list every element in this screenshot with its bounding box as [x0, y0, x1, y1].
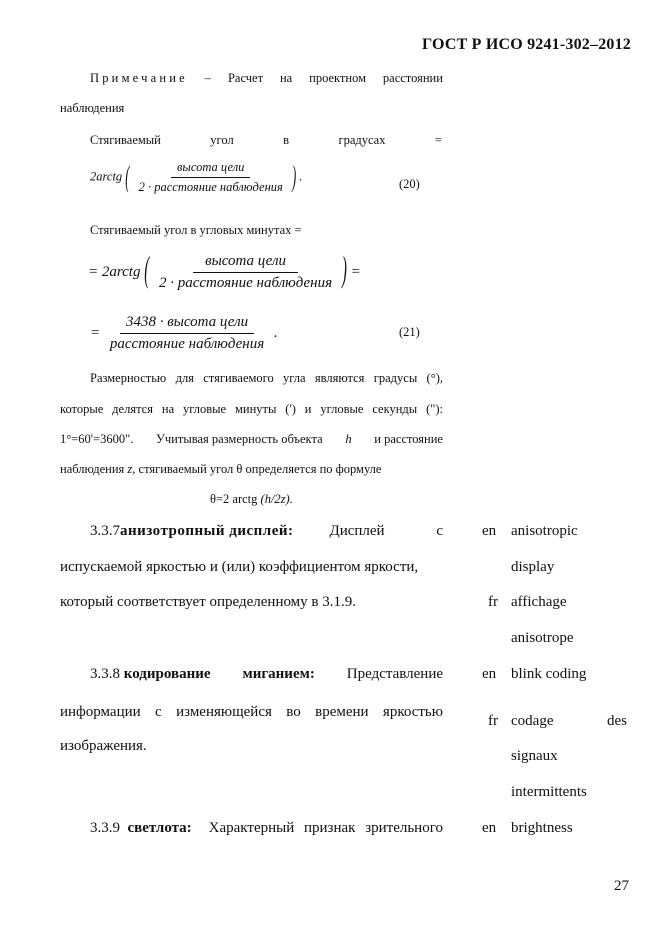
- note-label: Примечание: [90, 71, 188, 85]
- dims-line-3: [60, 432, 443, 447]
- note-word: расстоянии: [382, 71, 443, 85]
- term-def-word: с: [155, 704, 162, 720]
- equation-21-part-1: [88, 253, 361, 292]
- term-337-line-2: испускаемой яркостью и (или) коэффициентом яркости,: [60, 559, 419, 575]
- term-def-word: информации: [60, 704, 141, 720]
- lang-en: en: [482, 820, 497, 836]
- eq21-tail-2: .: [273, 324, 278, 341]
- term-def-word: яркостью: [382, 704, 443, 720]
- eq21-numerator-2: 3438 · высота цели: [120, 314, 254, 334]
- dims-line-1: Размерностью для стягиваемого угла являются градусы (°),: [90, 371, 443, 385]
- dims-text: Учитывая размерность объекта: [156, 432, 323, 446]
- lang-en: en: [482, 666, 497, 682]
- dims-variable-z: z: [127, 462, 133, 476]
- dims-text: , стягиваемый угол θ определяется по формуле: [132, 462, 382, 476]
- eq20-number: (20): [399, 177, 420, 191]
- eq20-denominator: 2 · расстояние наблюдения: [138, 180, 283, 194]
- eq20-func: 2arctg: [90, 169, 123, 184]
- fr-term-line-1: [511, 713, 627, 730]
- fr-term: intermittents: [511, 784, 587, 800]
- eq20-tail: .: [299, 169, 303, 184]
- document-header: ГОСТ Р ИСО 9241-302–2012: [422, 36, 631, 53]
- eq21-number: (21): [399, 325, 420, 339]
- eq20-lead-word: =: [434, 133, 442, 147]
- eq21-lead: Стягиваемый угол в угловых минутах =: [90, 223, 302, 237]
- term-339-line-1: [90, 820, 443, 837]
- fr-term: anisotrope: [511, 630, 574, 646]
- term-338-line-1: [90, 666, 443, 683]
- note-line-1: [90, 71, 443, 86]
- eq21-fraction-2: [104, 314, 270, 353]
- term-337-line-3: который соответствует определенному в 3.1.9.: [60, 594, 357, 610]
- term-338-line-2-words: [60, 704, 443, 721]
- eq21-denominator: 2 · расстояние наблюдения: [158, 275, 333, 291]
- term-name: миганием:: [242, 666, 315, 682]
- note-line-2: наблюдения: [60, 101, 125, 115]
- term-name: светлота:: [127, 820, 192, 836]
- term-def: Характерный признак зрительного: [208, 820, 443, 836]
- note-dash: –: [204, 71, 212, 85]
- en-term: display: [511, 559, 555, 575]
- en-term: anisotropic: [511, 523, 578, 539]
- term-338-line-2: [60, 704, 443, 721]
- fr-term: des: [607, 713, 627, 729]
- dims-text: и расстояние: [374, 432, 443, 446]
- term-def: Дисплей с: [329, 523, 443, 539]
- term-name: кодирование: [123, 666, 211, 682]
- eq20-numerator: высота цели: [171, 160, 250, 178]
- eq21-denominator-2: расстояние наблюдения: [109, 336, 265, 352]
- note-word: на: [279, 71, 293, 85]
- left-paren-icon: (: [125, 159, 130, 194]
- page-number: 27: [614, 878, 629, 894]
- dims-formula: [210, 492, 293, 507]
- dims-line-2: которые делятся на угловые минуты (') и угловые секунды ("):: [60, 402, 443, 416]
- note-word: проектном: [309, 71, 366, 85]
- note-word: Расчет: [227, 71, 264, 85]
- lang-fr: fr: [488, 713, 498, 729]
- term-def: Представление: [346, 666, 443, 682]
- term-name: анизотропный дисплей:: [119, 523, 294, 539]
- left-paren-icon: (: [144, 252, 150, 291]
- term-def-word: времени: [315, 704, 369, 720]
- lang-fr: fr: [488, 594, 498, 610]
- eq21-numerator: высота цели: [193, 253, 298, 273]
- term-def-word: во: [286, 704, 301, 720]
- eq20-lead-word: угол: [210, 133, 234, 147]
- eq21-fraction-1: [153, 253, 338, 292]
- eq21-suffix: =: [350, 263, 361, 280]
- term-337-line-1: [90, 523, 443, 540]
- eq21-prefix-2: =: [90, 324, 101, 341]
- dims-line-4: [60, 462, 381, 477]
- fr-term: affichage: [511, 594, 567, 610]
- equation-20: [90, 160, 302, 195]
- right-paren-icon: ): [341, 252, 347, 291]
- en-term: brightness: [511, 820, 573, 836]
- eq20-lead: [90, 133, 442, 148]
- formula-text: θ=2 arctg: [210, 492, 258, 506]
- eq20-fraction: [133, 160, 289, 195]
- eq20-lead-word: градусах: [338, 133, 386, 147]
- right-paren-icon: ): [291, 159, 297, 194]
- formula-arg: (h/2z).: [260, 492, 293, 506]
- term-number: 3.3.7: [90, 523, 120, 539]
- dims-equation: 1°=60'=3600".: [60, 432, 134, 446]
- en-term: blink coding: [511, 666, 587, 682]
- dims-text: наблюдения: [60, 462, 125, 476]
- fr-term: codage: [511, 713, 554, 729]
- lang-en: en: [482, 523, 497, 539]
- fr-term: signaux: [511, 748, 558, 764]
- eq21-prefix: = 2arctg: [88, 263, 141, 280]
- term-number: 3.3.8: [90, 666, 120, 682]
- equation-21-part-2: [90, 314, 278, 353]
- eq20-lead-word: Стягиваемый: [90, 133, 161, 147]
- term-number: 3.3.9: [90, 820, 120, 836]
- dims-variable-h: h: [345, 432, 352, 446]
- eq20-lead-word: в: [283, 133, 290, 147]
- term-338-line-3: изображения.: [60, 738, 147, 754]
- term-def-word: изменяющейся: [176, 704, 272, 720]
